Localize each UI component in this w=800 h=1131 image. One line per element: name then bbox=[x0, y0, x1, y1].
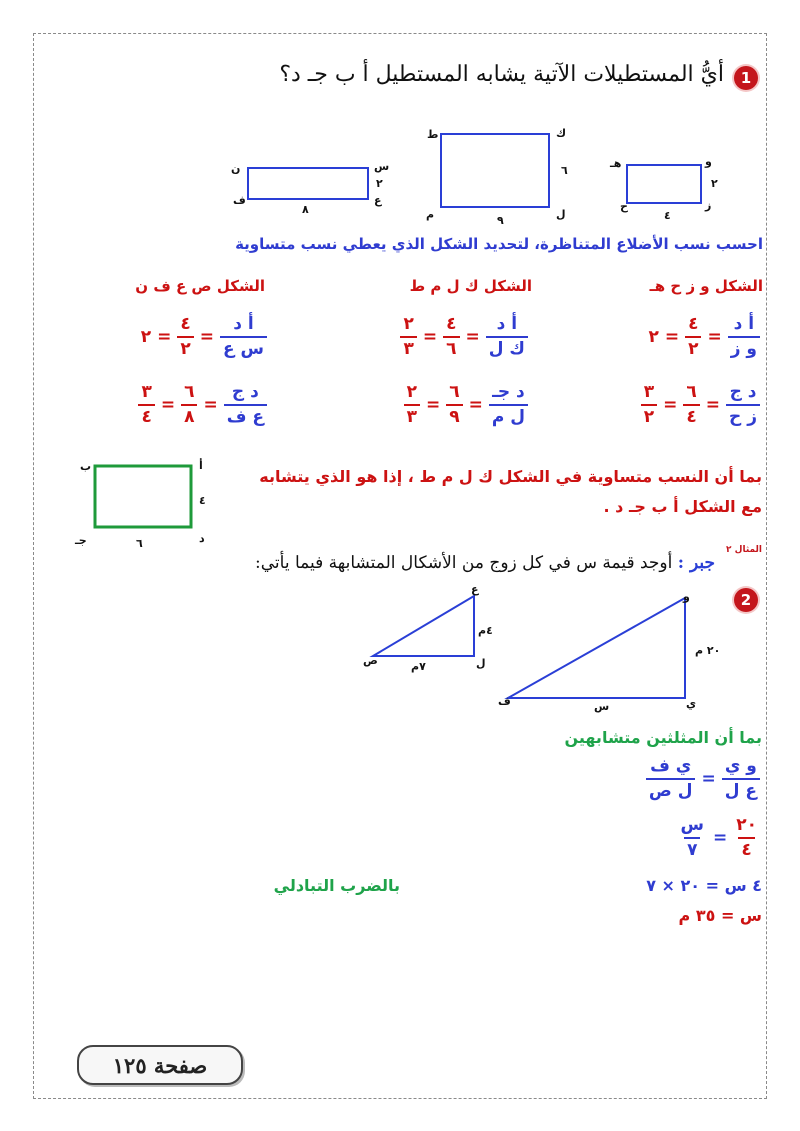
question-number-badge: 2 bbox=[734, 588, 758, 612]
question-1-text: أيُّ المستطيلات الآتية يشابه المستطيل أ ب جـ د؟ bbox=[279, 62, 724, 87]
label-d: د bbox=[199, 532, 205, 545]
column-title: الشكل ص ع ف ن bbox=[135, 277, 265, 295]
cross-multiply-label: بالضرب التبادلي bbox=[273, 876, 400, 895]
column-title: الشكل و ز ح هـ bbox=[649, 277, 763, 295]
column-title: الشكل ك ل م ط bbox=[409, 277, 532, 295]
fraction: $\frac{٢}{٣}$ bbox=[400, 315, 416, 358]
instruction-text: احسب نسب الأضلاع المتناظرة، لتحديد الشكل الذي يعطي نسب متساوية bbox=[235, 235, 763, 253]
label-a: ع bbox=[471, 583, 479, 596]
label-side: ٦ bbox=[136, 537, 143, 550]
ratio-equation: $\frac{\text{و ي}}{\text{ع ل}}$ = $\frac{\text{ي ف}}{\text{ل ص}}$ bbox=[646, 757, 760, 800]
label-h: هـ bbox=[610, 157, 622, 170]
ratio-equation: $\frac{\text{أ د}}{\text{س ع}}$ = $\frac{٤}{٢}$ = ٢ bbox=[141, 315, 267, 358]
page-number: صفحة ١٢٥ bbox=[112, 1052, 208, 1078]
label-b: ب bbox=[80, 460, 92, 473]
label-side: ٢٠ م bbox=[695, 644, 721, 657]
page-number-box bbox=[77, 1045, 243, 1085]
ratio-equation: $\frac{\text{د ج}}{\text{ز ح}}$ = $\frac{٦}{٤}$ = $\frac{٣}{٢}$ bbox=[641, 383, 760, 426]
fraction: $\frac{\text{و ي}}{\text{ع ل}}$ bbox=[722, 757, 760, 800]
ratio-equation: $\frac{\text{د ج}}{\text{ع ف}}$ = $\frac{٦}{٨}$ = $\frac{٣}{٤}$ bbox=[138, 383, 267, 426]
rect-abcd bbox=[95, 466, 191, 527]
label-side: س bbox=[594, 700, 610, 713]
fraction: $\frac{\text{أ د}}{\text{و ز}}$ bbox=[728, 315, 760, 358]
triangle-small bbox=[373, 596, 474, 656]
fraction: $\frac{٢}{٣}$ bbox=[404, 383, 420, 426]
label-t: ط bbox=[427, 128, 439, 141]
label-side: ٩ bbox=[497, 214, 504, 227]
label-side: ٨ bbox=[302, 203, 309, 216]
rect-abcd-figure bbox=[0, 450, 260, 550]
label-f: ف bbox=[233, 194, 246, 207]
label-l: ل bbox=[556, 208, 566, 221]
label-a: ع bbox=[374, 194, 382, 207]
fraction: $\frac{٣}{٢}$ bbox=[641, 383, 657, 426]
answer-text: س = ٣٥ م bbox=[678, 906, 762, 925]
rectangles-figure bbox=[0, 0, 800, 240]
fraction: $\frac{٤}{٦}$ bbox=[443, 315, 459, 358]
algebra-label: جبر : bbox=[677, 553, 715, 573]
fraction: $\frac{\text{د جـ}}{\text{ل م}}$ bbox=[489, 383, 528, 426]
triangle-big bbox=[508, 598, 685, 698]
label-s: ص bbox=[363, 654, 378, 667]
label-side: ٢ bbox=[711, 177, 718, 190]
fraction: $\frac{٤}{٢}$ bbox=[685, 315, 701, 358]
label-k: ك bbox=[556, 127, 567, 140]
fraction: $\frac{\text{د ج}}{\text{ع ف}}$ bbox=[224, 383, 267, 426]
label-s: س bbox=[374, 160, 390, 173]
fraction: $\frac{\text{ي ف}}{\text{ل ص}}$ bbox=[646, 757, 696, 800]
similar-statement: بما أن المثلثين متشابهين bbox=[564, 728, 762, 747]
fraction: $\frac{٦}{٤}$ bbox=[683, 383, 699, 426]
ratio-equation: $\frac{\text{أ د}}{\text{ك ل}}$ = $\frac{٤}{٦}$ = $\frac{٢}{٣}$ bbox=[400, 315, 528, 358]
label-z: ز bbox=[705, 199, 712, 212]
label-l: ل bbox=[476, 657, 486, 670]
label-w: و bbox=[683, 590, 690, 603]
label-f: ف bbox=[498, 695, 511, 708]
question-2-body: أوجد قيمة س في كل زوج من الأشكال المتشابهة فيما يأتي: bbox=[255, 553, 673, 573]
label-side: ٢ bbox=[376, 177, 383, 190]
fraction: $\frac{٦}{٨}$ bbox=[181, 383, 197, 426]
rect-wzhh bbox=[627, 165, 701, 203]
label-n: ن bbox=[231, 162, 241, 175]
label-side: ٤م bbox=[478, 624, 493, 637]
label-side: ٧م bbox=[411, 660, 426, 673]
label-side: ٦ bbox=[561, 164, 568, 177]
rect-saen bbox=[248, 168, 368, 199]
fraction: $\frac{\text{س}}{٧}$ bbox=[680, 815, 704, 860]
example-ref: المثال ٢ bbox=[726, 545, 762, 555]
fraction: $\frac{٦}{٩}$ bbox=[446, 383, 462, 426]
fraction: $\frac{٤}{٢}$ bbox=[177, 315, 193, 358]
fraction: $\frac{\text{د ج}}{\text{ز ح}}$ bbox=[726, 383, 760, 426]
label-hh: ح bbox=[620, 200, 628, 213]
question-number-badge: 1 bbox=[734, 66, 758, 90]
cross-multiply-equation: ٤ س = ٢٠ × ٧ bbox=[646, 876, 762, 895]
label-y: ي bbox=[686, 697, 697, 710]
ratio-equation: $\frac{\text{أ د}}{\text{و ز}}$ = $\frac{٤}{٢}$ = ٢ bbox=[648, 315, 760, 358]
label-side: ٤ bbox=[664, 209, 671, 222]
fraction: $\frac{\text{أ د}}{\text{س ع}}$ bbox=[220, 315, 267, 358]
label-w: و bbox=[705, 155, 712, 168]
question-2-text bbox=[255, 553, 715, 573]
label-m: م bbox=[426, 208, 435, 221]
fraction: $\frac{\text{أ د}}{\text{ك ل}}$ bbox=[486, 315, 528, 358]
ratio-equation: $\frac{\text{د جـ}}{\text{ل م}}$ = $\frac{٦}{٩}$ = $\frac{٢}{٣}$ bbox=[404, 383, 528, 426]
triangles-figure bbox=[0, 580, 800, 720]
fraction: $\frac{٣}{٤}$ bbox=[138, 383, 154, 426]
fraction: $\frac{٢٠}{٤}$ bbox=[736, 815, 757, 860]
ratio-equation: $\frac{٢٠}{٤}$ = $\frac{\text{س}}{٧}$ bbox=[678, 816, 760, 859]
label-c: جـ bbox=[75, 534, 87, 547]
rect-klmt bbox=[441, 134, 549, 207]
label-side: ٤ bbox=[199, 494, 206, 507]
label-a: أ bbox=[199, 459, 203, 472]
conclusion-text: بما أن النسب متساوية في الشكل ك ل م ط ، إذا هو الذي يتشابه مع الشكل أ ب جـ د . bbox=[259, 467, 762, 516]
